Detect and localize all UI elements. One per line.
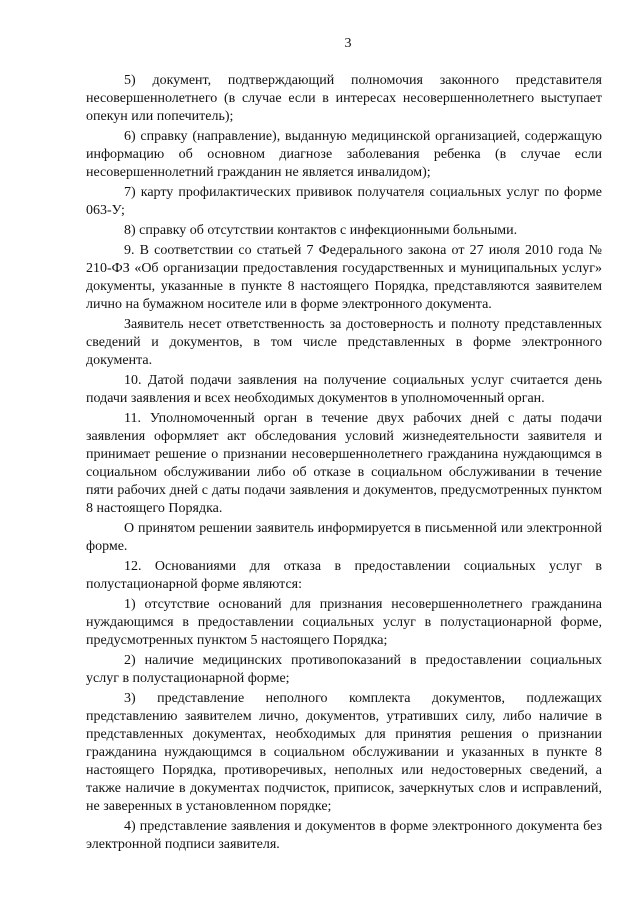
page-number: 3 bbox=[344, 36, 352, 51]
paragraph-refusal-reason-2: 2) наличие медицинских противопоказаний в предоставлении социальных услуг в полустационарной форме; bbox=[86, 653, 602, 686]
paragraph-section-12: 12. Основаниями для отказа в предоставлении социальных услуг в полустационарной форме являются: bbox=[86, 559, 602, 592]
paragraph-section-9: 9. В соответствии со статьей 7 Федерального закона от 27 июля 2010 года № 210-ФЗ «Об организации предоставления государственных и муниципальных услуг» документы, указанные в пункте 8 настоящего Порядка, представляются заявителем лично на бумажном носителе или в форме электронного документа. bbox=[86, 243, 602, 312]
paragraph-section-11: 11. Уполномоченный орган в течение двух рабочих дней с даты подачи заявления оформляет акт обследования условий жизнедеятельности заявителя и принимает решение о признании несовершеннолетнего гражданина нуждающимся в социальном обслуживании либо об отказе в социальном обслуживании в течение пяти рабочих дней с даты подачи заявления и документов, предусмотренных пунктом 8 настоящего Порядка. bbox=[86, 411, 602, 516]
paragraph-item-7-vaccination-card: 7) карту профилактических прививок получателя социальных услуг по форме 063-У; bbox=[86, 185, 602, 218]
paragraph-refusal-reason-1: 1) отсутствие оснований для признания несовершеннолетнего гражданина нуждающимся в предоставлении социальных услуг в полустационарной форме, предусмотренных пунктом 5 настоящего Порядка; bbox=[86, 597, 602, 648]
paragraph-refusal-reason-4: 4) представление заявления и документов в форме электронного документа без электронной подписи заявителя. bbox=[86, 819, 602, 852]
paragraph-item-8-no-contacts-certificate: 8) справку об отсутствии контактов с инфекционными больными. bbox=[124, 223, 518, 238]
paragraph-refusal-reason-3: 3) представление неполного комплекта документов, подлежащих представлению заявителем лично, документов, утративших силу, либо наличие в представленных документах, необходимых для принятия решения о признании гражданина нуждающимся в социальном обслуживании и указанных в пункте 8 настоящего Порядка, противоречивых, неполных или недостоверных сведений, а также наличие в документах подчисток, приписок, зачеркнутых слов и исправлений, не заверенных в установленном порядке; bbox=[86, 691, 602, 814]
paragraph-item-5-legal-representative: 5) документ, подтверждающий полномочия законного представителя несовершеннолетнего (в случае если в интересах несовершеннолетнего выступает опекун или попечитель); bbox=[86, 73, 602, 124]
paragraph-section-10: 10. Датой подачи заявления на получение социальных услуг считается день подачи заявления и всех необходимых документов в уполномоченный орган. bbox=[86, 373, 602, 406]
paragraph-decision-notification: О принятом решении заявитель информируется в письменной или электронной форме. bbox=[86, 521, 602, 554]
paragraph-item-6-medical-referral: 6) справку (направление), выданную медицинской организацией, содержащую информацию об основном диагнозе заболевания ребенка (в случае если несовершеннолетний гражданин не является инвалидом); bbox=[86, 129, 602, 180]
paragraph-applicant-responsibility: Заявитель несет ответственность за достоверность и полноту представленных сведений и документов, в том числе представленных в форме электронного документа. bbox=[86, 317, 602, 368]
